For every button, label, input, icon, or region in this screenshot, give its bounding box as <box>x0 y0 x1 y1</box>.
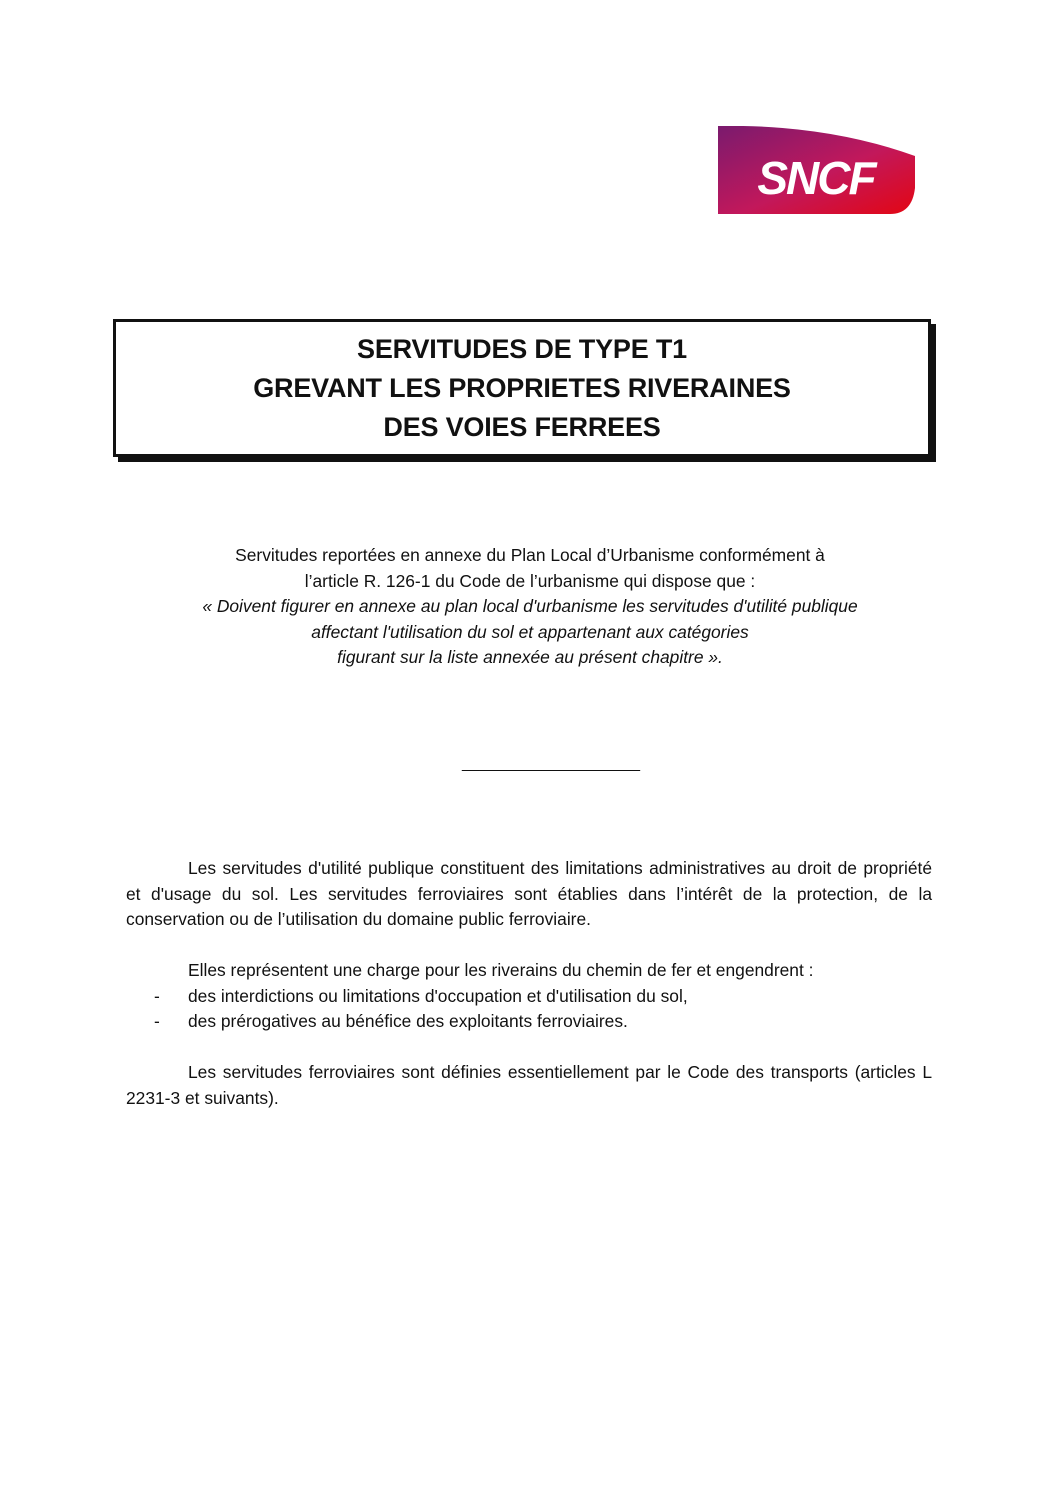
bullet-dash: - <box>154 1011 160 1031</box>
paragraph-2: Elles représentent une charge pour les riverains du chemin de fer et engendrent : <box>188 960 814 980</box>
logo-text: SNCF <box>757 152 875 204</box>
body-text <box>126 856 932 1111</box>
bullet-dash: - <box>154 985 160 1006</box>
intro-line-1: Servitudes reportées en annexe du Plan Local d’Urbanisme conformément à <box>235 545 825 565</box>
intro-block <box>120 543 940 671</box>
paragraph-3: Les servitudes ferroviaires sont définies essentiellement par le Code des transports (articles L 2231-3 et suivants). <box>126 1062 932 1108</box>
quote-line-3: figurant sur la liste annexée au présent chapitre ». <box>337 647 723 667</box>
title-line-2: GREVANT LES PROPRIETES RIVERAINES <box>253 372 791 403</box>
separator-line: ____________________ <box>462 755 640 772</box>
sncf-logo <box>716 126 916 214</box>
title-line-3: DES VOIES FERREES <box>383 411 661 442</box>
bullet-text: des interdictions ou limitations d'occupation et d'utilisation du sol, <box>188 985 688 1006</box>
bullet-item <box>126 984 932 1010</box>
paragraph-1: Les servitudes d'utilité publique constituent des limitations administratives au droit de propriété et d'usage du sol. Les servitudes ferroviaires sont établies dans l’intérêt de la protection, de la conservation ou de l’utilisation du domaine public ferroviaire. <box>126 858 932 929</box>
title-box <box>113 319 931 457</box>
bullet-text: des prérogatives au bénéfice des exploitants ferroviaires. <box>188 1011 628 1031</box>
quote-line-2: affectant l'utilisation du sol et appartenant aux catégories <box>311 621 749 642</box>
intro-line-2: l’article R. 126-1 du Code de l’urbanisme qui dispose que : <box>304 570 756 591</box>
bullet-item <box>126 1009 932 1035</box>
title-line-1: SERVITUDES DE TYPE T1 <box>357 333 687 364</box>
quote-line-1: « Doivent figurer en annexe au plan local d'urbanisme les servitudes d'utilité publique <box>202 596 858 616</box>
